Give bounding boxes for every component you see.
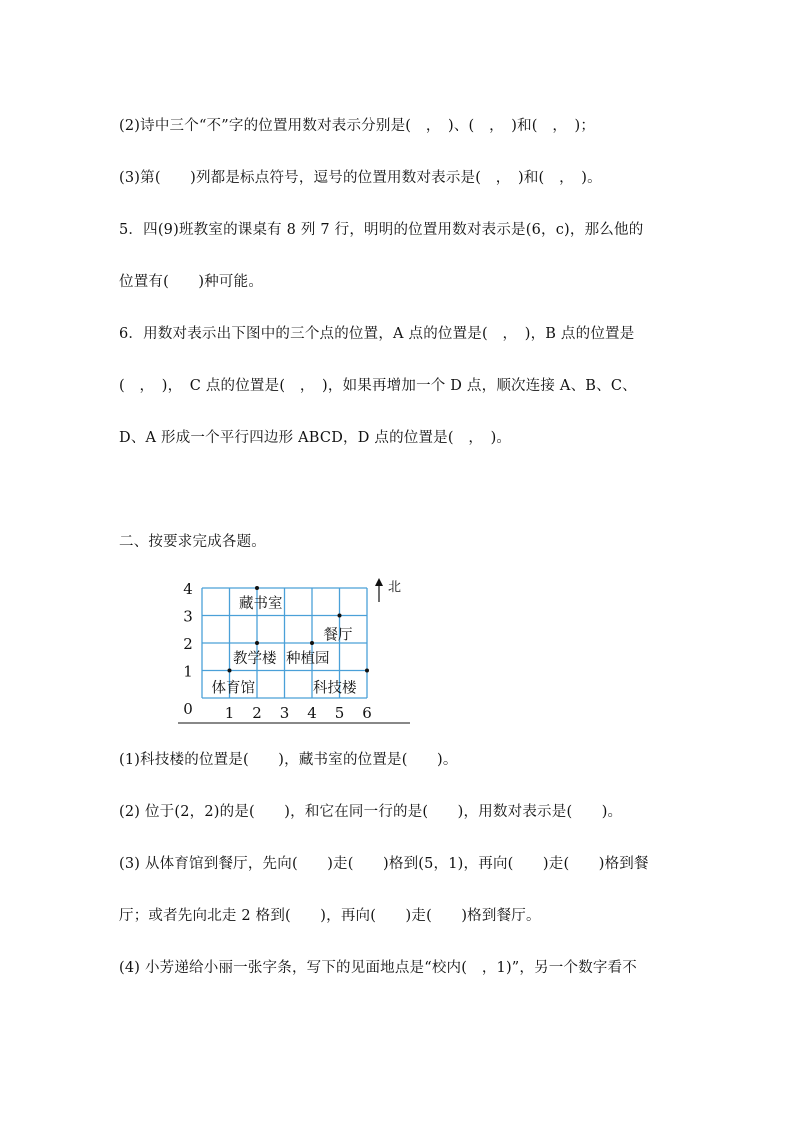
x-axis-label: 2 — [252, 704, 262, 722]
place-label: 餐厅 — [323, 627, 353, 644]
section-2-question-4-line-1: (4) 小芳递给小丽一张字条，写下的见面地点是“校内( ，1)”，另一个数字看不 — [119, 960, 638, 976]
place-label: 科技楼 — [313, 680, 357, 697]
x-axis-label: 4 — [307, 704, 317, 722]
campus-grid-map — [176, 578, 416, 728]
place-point — [255, 586, 259, 590]
section-2-question-1: (1)科技楼的位置是( )，藏书室的位置是( )。 — [119, 752, 458, 768]
place-label: 种植园 — [286, 651, 330, 667]
problem-5-line-1: 5．四(9)班教室的课桌有 8 列 7 行，明明的位置用数对表示是(6，c)，那么他的 — [119, 222, 644, 238]
x-axis-label: 1 — [224, 704, 235, 722]
place-point — [255, 641, 259, 645]
y-axis-label: 0 — [183, 700, 193, 718]
place-point — [310, 641, 314, 645]
section-2-heading: 二、按要求完成各题。 — [119, 534, 266, 550]
section-2-question-3-line-1: (3) 从体育馆到餐厅，先向( )走( )格到(5，1)，再向( )走( )格到餐 — [119, 856, 649, 872]
problem-6-line-3: D、A 形成一个平行四边形 ABCD，D 点的位置是( ， )。 — [119, 430, 512, 446]
y-axis-label: 4 — [183, 580, 193, 598]
north-arrow-head — [375, 578, 383, 586]
place-point — [338, 614, 342, 618]
y-axis-label: 3 — [183, 607, 193, 626]
y-axis-label: 1 — [183, 662, 193, 681]
question-3-text: (3)第( )列都是标点符号，逗号的位置用数对表示是( ， )和( ， )。 — [119, 170, 602, 186]
x-axis-label: 6 — [362, 704, 372, 722]
question-2-text: (2)诗中三个“不”字的位置用数对表示分别是( ， )、( ， )和( ， )； — [119, 118, 596, 134]
problem-6-line-1: 6．用数对表示出下图中的三个点的位置，A 点的位置是( ， )，B 点的位置是 — [119, 326, 635, 342]
y-axis-label: 2 — [183, 635, 193, 653]
section-2-question-2: (2) 位于(2，2)的是( )，和它在同一行的是( )，用数对表示是( )。 — [119, 804, 623, 820]
place-point — [228, 669, 232, 673]
section-2-question-3-line-2: 厅；或者先向北走 2 格到( )，再向( )走( )格到餐厅。 — [119, 908, 541, 924]
north-label: 北 — [388, 580, 402, 595]
problem-5-line-2: 位置有( )种可能。 — [119, 274, 264, 290]
x-axis-label: 5 — [334, 704, 345, 722]
campus-map-figure — [176, 578, 416, 728]
x-axis-label: 3 — [279, 704, 290, 722]
place-label: 藏书室 — [239, 596, 283, 612]
place-label: 教学楼 — [233, 651, 277, 667]
problem-6-line-2: ( ， )， C 点的位置是( ， )，如果再增加一个 D 点，顺次连接 A、B、C、 — [119, 378, 637, 394]
place-point — [365, 669, 369, 673]
place-label: 体育馆 — [211, 680, 255, 697]
